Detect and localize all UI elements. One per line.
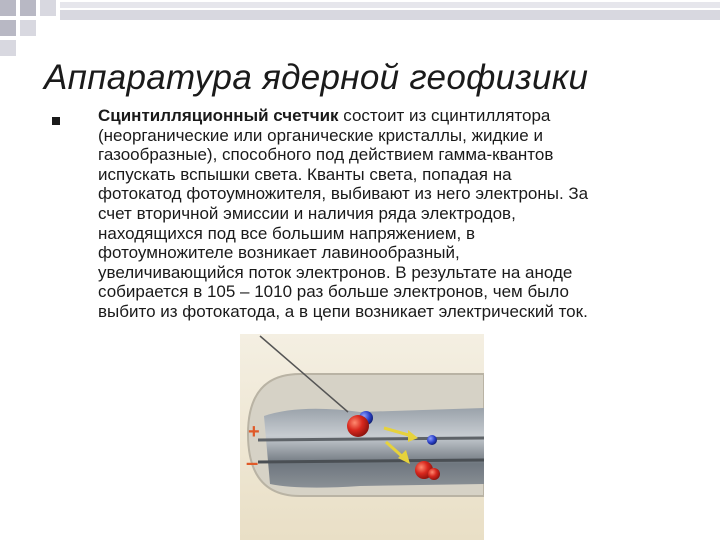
cathode-rod	[258, 460, 484, 462]
deco-bar	[60, 2, 720, 8]
bullet-line: выбито из фотокатода, а в цепи возникает электрический ток.	[98, 301, 588, 321]
deco-bar	[60, 10, 720, 20]
electron-blue	[427, 435, 437, 445]
bullet-line: счет вторичной эмиссии и наличия ряда электродов,	[98, 203, 516, 223]
deco-square	[20, 0, 36, 16]
bullet-line: собирается в 105 – 1010 раз больше электронов, чем было	[98, 282, 569, 302]
deco-square	[40, 0, 56, 16]
bullet-line: фотокатод фотоумножителя, выбивают из него электроны. За	[98, 184, 589, 204]
deco-square	[0, 0, 16, 16]
bullet-line: состоит из сцинтиллятора	[338, 106, 551, 125]
deco-square	[0, 40, 16, 56]
photomultiplier-illustration	[240, 334, 484, 540]
bullet-term: Сцинтилляционный счетчик	[98, 106, 339, 125]
plus-sign: +	[248, 421, 260, 443]
electron-red	[347, 415, 369, 437]
deco-square	[0, 20, 16, 36]
anode-rod	[258, 438, 484, 440]
dynode-surface	[264, 408, 484, 488]
minus-sign: –	[246, 450, 259, 475]
bullet-line: (неорганические или органические кристаллы, жидкие и	[98, 125, 543, 145]
electron-red	[428, 468, 440, 480]
bullet-line: испускать вспышки света. Кванты света, попадая на	[98, 164, 512, 184]
bullet-line: увеличивающийся поток электронов. В результате на аноде	[98, 262, 573, 282]
header-decoration	[0, 0, 720, 60]
bullet-line: фотоумножителе возникает лавинообразный,	[98, 243, 460, 263]
bullet-line: газообразные), способного под действием гамма-квантов	[98, 145, 554, 165]
bullet-marker	[52, 117, 60, 125]
bullet-line: находящихся под все большим напряжением, в	[98, 223, 476, 243]
deco-square	[20, 20, 36, 36]
bullet-text	[98, 106, 698, 322]
slide-title: Аппаратура ядерной геофизики	[44, 58, 589, 97]
